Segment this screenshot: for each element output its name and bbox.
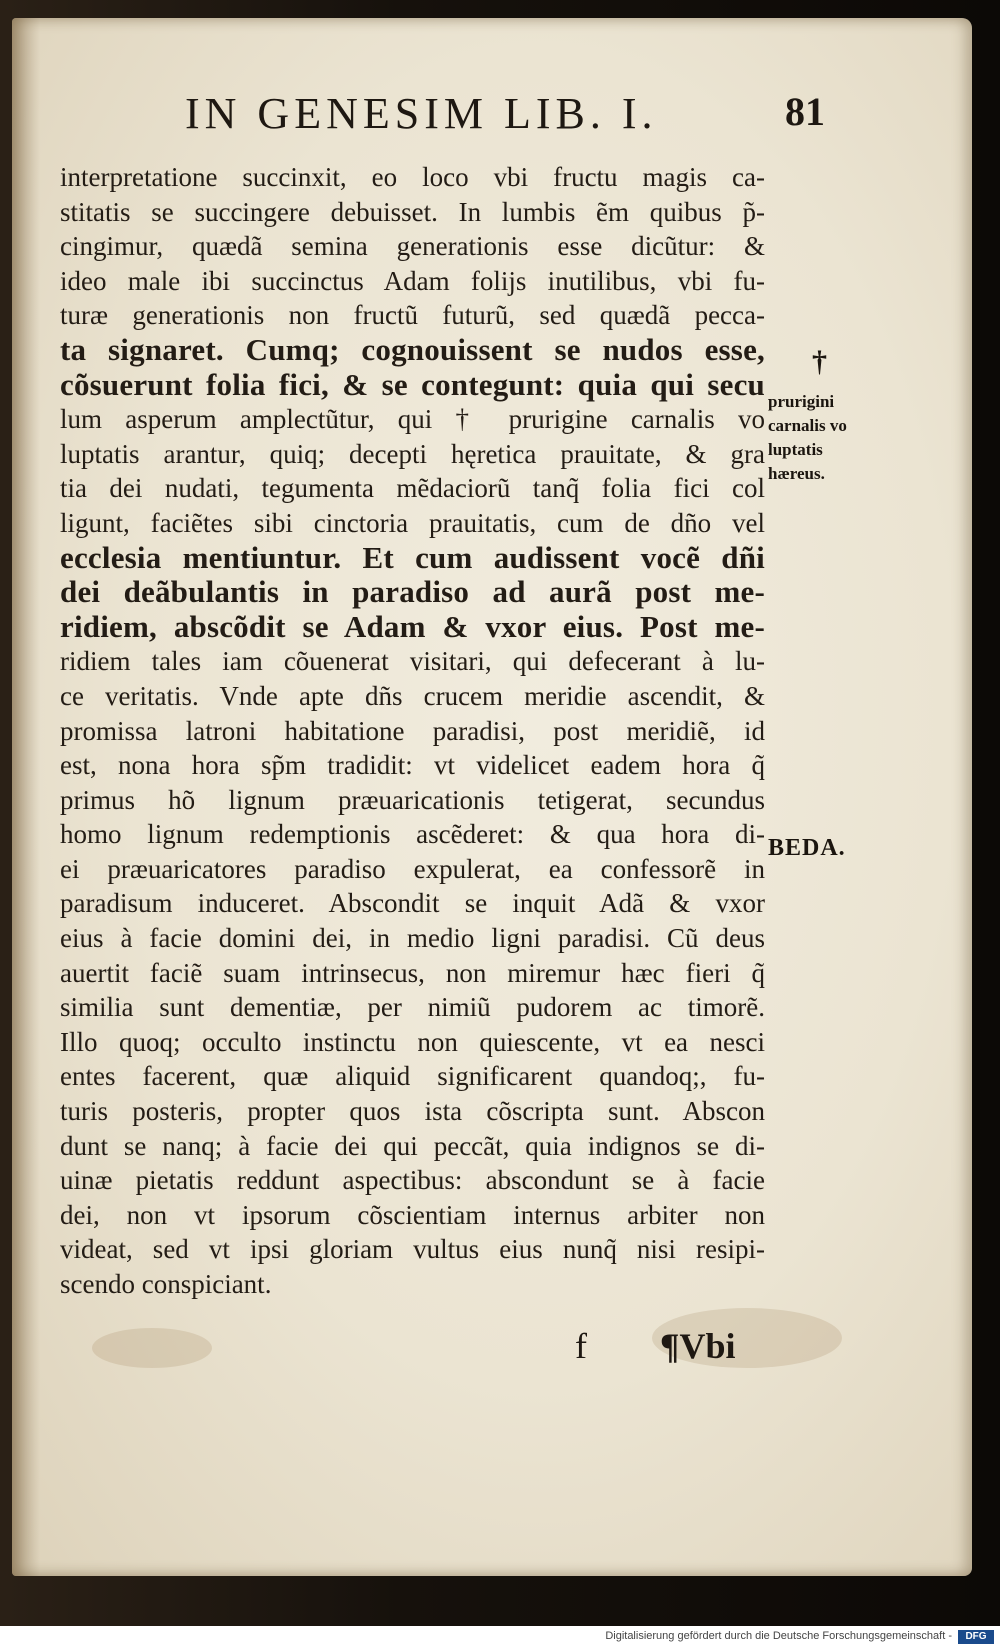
text-line: stitatis se succingere debuisset. In lumbis ẽm quibus p̃-: [60, 196, 765, 227]
page-header: [185, 88, 825, 148]
gloss-line: hæreus.: [768, 464, 825, 483]
text-line: paradisum induceret. Abscondit se inquit Adã & vxor: [60, 888, 765, 919]
marginal-gloss: [768, 390, 898, 486]
scripture-line: cõsuerunt folia fici, & se contegunt: quia qui secu: [60, 367, 765, 402]
text-line: homo lignum redemptionis ascẽderet: & qua hora di-: [60, 819, 765, 850]
text-line: ce veritatis. Vnde apte dñs crucem meridie ascendit, &: [60, 680, 765, 711]
text-line: videat, sed vt ipsi gloriam vultus eius nunq̃ nisi resipi-: [60, 1234, 765, 1265]
text-line: auertit faciẽ suam intrinsecus, non miremur hæc fieri q̃: [60, 957, 765, 988]
catchword: ¶Vbi: [660, 1326, 736, 1366]
text-line: dei, non vt ipsorum cõscientiam internus arbiter non: [60, 1199, 765, 1230]
text-line: lum asperum amplectũtur, qui † prurigine carnalis vo: [60, 404, 765, 435]
text-line: luptatis arantur, quiq; decepti hęretica prauitate, & gra: [60, 438, 765, 469]
dfg-logo: DFG: [958, 1630, 994, 1644]
gloss-line: luptatis: [768, 440, 823, 459]
text-line: dunt se nanq; à facie dei qui peccãt, quia indignos se di-: [60, 1130, 765, 1161]
main-text-block: [60, 160, 765, 1302]
text-line: cingimur, quædã semina generationis esse dicũtur: &: [60, 231, 765, 262]
running-title: IN GENESIM LIB. I.: [185, 89, 658, 138]
text-line: scendo conspiciant.: [60, 1269, 272, 1299]
text-line: promissa latroni habitatione paradisi, post meridiẽ, id: [60, 715, 765, 746]
text-line: turæ generationis non fructũ futurũ, sed quædã pecca-: [60, 300, 765, 331]
text-line: ideo male ibi succinctus Adam folijs inutilibus, vbi fu-: [60, 265, 765, 296]
text-line: turis posteris, propter quos ista cõscripta sunt. Abscon: [60, 1096, 765, 1127]
text-line: tia dei nudati, tegumenta mẽdaciorũ tanq̃ folia fici col: [60, 473, 765, 504]
scripture-line: ridiem, abscõdit se Adam & vxor eius. Post me-: [60, 609, 765, 644]
text-line: est, nona hora sp̃m tradidit: vt videlicet eadem hora q̃: [60, 750, 765, 781]
text-line: eius à facie domini dei, in medio ligni paradisi. Cũ deus: [60, 923, 765, 954]
text-line: ligunt, faciẽtes sibi cinctoria prauitatis, cum de dño vel: [60, 507, 765, 538]
marginal-source-note: BEDA.: [768, 835, 846, 861]
scripture-line: dei deãbulantis in paradiso ad aurã post me-: [60, 575, 765, 610]
text-line: ridiem tales iam cõuenerat visitari, qui defecerant à lu-: [60, 646, 765, 677]
paper-stain: [92, 1328, 212, 1368]
text-line: primus hõ lignum præuaricationis tetigerat, secundus: [60, 784, 765, 815]
signature-mark: f: [575, 1326, 587, 1366]
digitization-credit-bar: [0, 1626, 1000, 1648]
credit-text: Digitalisierung gefördert durch die Deutsche Forschungsgemeinschaft -: [605, 1630, 952, 1642]
text-line: uinæ pietatis reddunt aspectibus: abscondunt se à facie: [60, 1165, 765, 1196]
text-line: entes facerent, quæ aliquid significarent quandoq;, fu-: [60, 1061, 765, 1092]
scripture-line: ta signaret. Cumq; cognouissent se nudos esse,: [60, 332, 765, 367]
gloss-line: prurigini: [768, 392, 835, 411]
text-line: interpretatione succinxit, eo loco vbi fructu magis ca-: [60, 162, 765, 192]
gloss-line: carnalis vo: [768, 416, 847, 435]
scripture-line: ecclesia mentiuntur. Et cum audissent vocẽ dñi: [60, 540, 765, 575]
text-line: similia sunt dementiæ, per nimiũ pudorem ac timorẽ.: [60, 992, 765, 1023]
text-line: ei præuaricatores paradiso expulerat, ea confessorẽ in: [60, 853, 765, 884]
dagger-mark: †: [812, 345, 827, 378]
text-line: Illo quoq; occulto instinctu non quiescente, vt ea nesci: [60, 1026, 765, 1057]
page-number: 81: [785, 89, 825, 134]
